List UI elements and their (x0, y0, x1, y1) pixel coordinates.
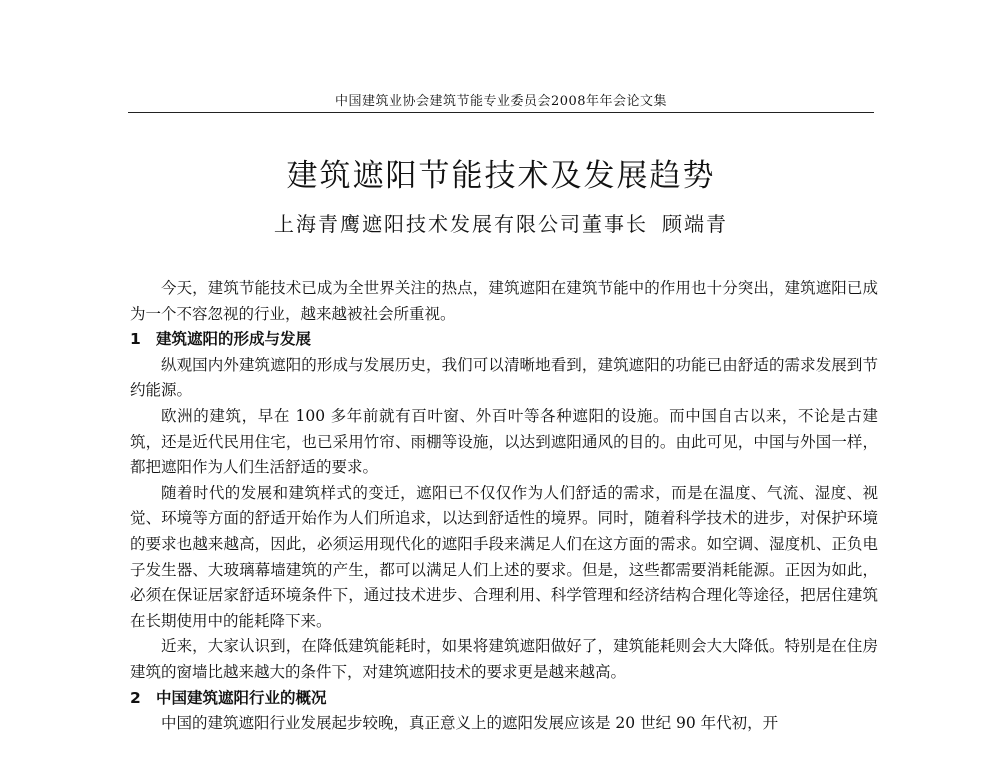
section-number-2: 2 (130, 688, 141, 707)
section-heading-2 (130, 686, 878, 712)
paragraph: 近来，大家认识到，在降低建筑能耗时，如果将建筑遮阳做好了，建筑能耗则会大大降低。特别是在住房建筑的窗墙比越来越大的条件下，对建筑遮阳技术的要求更是越来越高。 (130, 637, 878, 681)
paper-title: 建筑遮阳节能技术及发展趋势 (286, 158, 716, 194)
intro-paragraph: 今天，建筑节能技术已成为全世界关注的热点，建筑遮阳在建筑节能中的作用也十分突出，建筑遮阳已成为一个不容忽视的行业，越来越被社会所重视。 (130, 279, 878, 323)
section-title-2: 中国建筑遮阳行业的概况 (156, 688, 327, 707)
section-heading-1 (130, 327, 878, 353)
paragraph: 纵观国内外建筑遮阳的形成与发展历史，我们可以清晰地看到，建筑遮阳的功能已由舒适的需求发展到节约能源。 (130, 355, 878, 400)
paragraph: 欧洲的建筑，早在 100 多年前就有百叶窗、外百叶等各种遮阳的设施。而中国自古以来，不论是古建筑，还是近代民用住宅，也已采用竹帘、雨棚等设施，以达到遮阳通风的目的。由此可见，中国与外国一样，都把遮阳作为人们生活舒适的要求。 (130, 406, 878, 477)
paragraph: 随着时代的发展和建筑样式的变迁，遮阳已不仅仅作为人们舒适的需求，而是在温度、气流、湿度、视觉、环境等方面的舒适开始作为人们所追求，以达到舒适性的境界。同时，随着科学技术的进步，对保护环境的要求也越来越高，因此，必须运用现代化的遮阳手段来满足人们在这方面的需求。如空调、湿度机、正负电子发生器、大玻璃幕墙建筑的产生，都可以满足人们上述的要求。但是，这些都需要消耗能源。正因为如此，必须在保证居家舒适环境条件下，通过技术进步、合理利用、科学管理和经济结构合理化等途径，把居住建筑在长期使用中的能耗降下来。 (130, 483, 878, 630)
partial-paragraph: 中国的建筑遮阳行业发展起步较晚，真正意义上的遮阳发展应该是 20 世纪 90 年代初，开 (161, 714, 779, 733)
author-line (128, 208, 874, 237)
header-rule (128, 112, 874, 113)
running-header: 中国建筑业协会建筑节能专业委员会2008年年会论文集 (334, 94, 668, 109)
body-text (130, 276, 878, 737)
author-name: 顾端青 (662, 212, 728, 236)
section-number-1: 1 (130, 330, 141, 349)
author-affiliation: 上海青鹰遮阳技术发展有限公司董事长 (274, 212, 648, 236)
section-title-1: 建筑遮阳的形成与发展 (156, 330, 312, 349)
